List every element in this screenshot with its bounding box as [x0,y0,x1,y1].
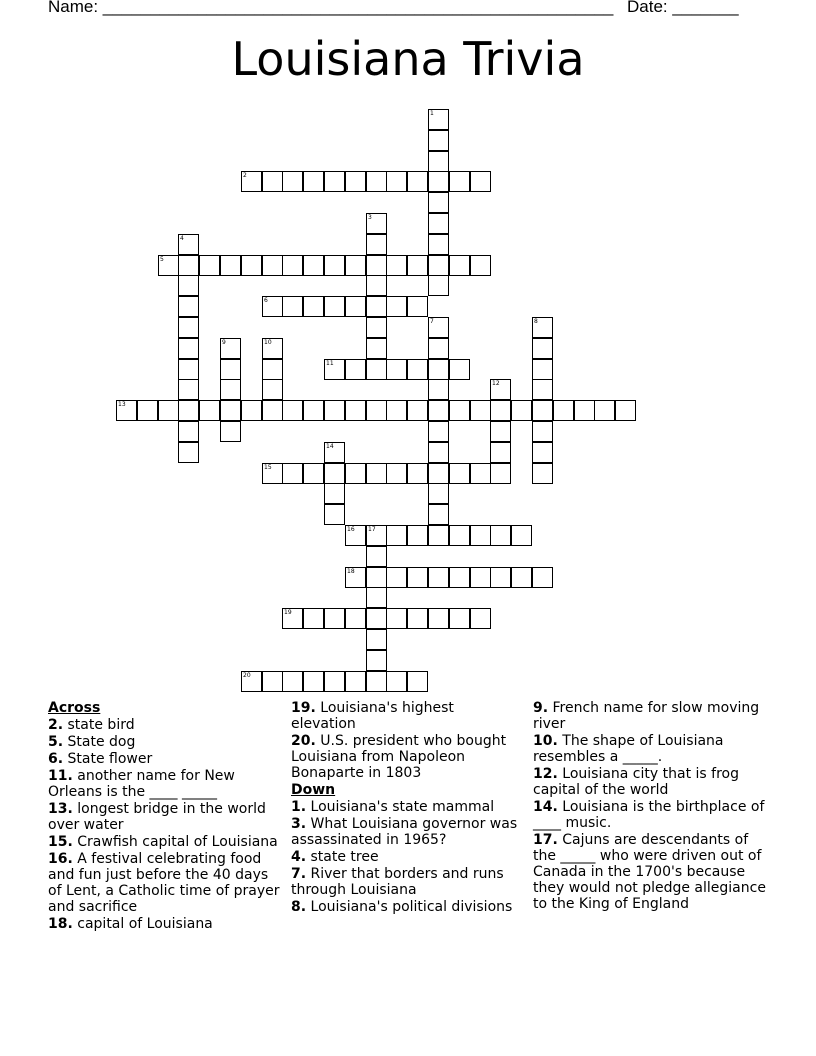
grid-cell[interactable] [345,671,366,692]
grid-cell[interactable] [428,567,449,588]
grid-cell[interactable] [241,255,262,276]
grid-cell[interactable] [345,463,366,484]
grid-cell[interactable] [345,608,366,629]
grid-cell[interactable] [470,567,491,588]
clue-item [48,916,280,932]
clue-item-number: 11. [48,768,73,784]
grid-cell[interactable] [386,255,407,276]
grid-cell[interactable] [532,359,553,380]
clue-item-text: State dog [63,734,136,750]
grid-cell[interactable] [407,171,428,192]
grid-cell[interactable] [324,671,345,692]
grid-cell[interactable] [449,567,470,588]
clue-number: 5 [160,256,164,263]
grid-cell[interactable] [324,400,345,421]
grid-cell[interactable] [262,171,283,192]
grid-cell[interactable] [386,671,407,692]
grid-cell[interactable] [366,587,387,608]
grid-cell[interactable] [282,296,303,317]
clue-item-number: 15. [48,834,73,850]
grid-cell[interactable] [407,359,428,380]
grid-cell[interactable] [470,463,491,484]
clue-number: 2 [243,172,247,179]
grid-cell[interactable] [241,671,262,692]
grid-cell[interactable] [282,463,303,484]
clue-number: 13 [118,401,126,408]
clue-item-number: 3. [291,816,307,832]
grid-cell[interactable] [345,255,366,276]
grid-cell[interactable] [511,567,532,588]
grid-cell[interactable] [428,463,449,484]
grid-cell[interactable] [470,171,491,192]
grid-cell[interactable] [407,671,428,692]
clue-number: 17 [368,526,376,533]
grid-cell[interactable] [386,359,407,380]
clue-item [48,768,280,800]
clue-item-text: longest bridge in the world over water [48,801,266,833]
clue-number: 20 [243,672,251,679]
clue-number: 7 [430,318,434,325]
grid-cell[interactable] [220,379,241,400]
grid-cell[interactable] [428,213,449,234]
grid-cell[interactable] [532,442,553,463]
clue-item-text: another name for New Orleans is the ____ _____ [48,768,235,800]
grid-cell[interactable] [428,338,449,359]
grid-cell[interactable] [470,255,491,276]
clue-item-text: state tree [306,849,379,865]
clue-item-text: Louisiana's political divisions [306,899,513,915]
clue-number: 16 [347,526,355,533]
grid-cell[interactable] [324,359,345,380]
grid-cell[interactable] [178,359,199,380]
grid-cell[interactable] [532,400,553,421]
grid-cell[interactable] [366,171,387,192]
grid-cell[interactable] [407,400,428,421]
grid-cell[interactable] [199,400,220,421]
grid-cell[interactable] [178,379,199,400]
clue-item-text: State flower [63,751,153,767]
grid-cell[interactable] [345,359,366,380]
grid-cell[interactable] [366,608,387,629]
grid-cell[interactable] [262,255,283,276]
clue-item [48,851,280,915]
clue-item-number: 5. [48,734,64,750]
clue-item-number: 12. [533,766,558,782]
grid-cell[interactable] [615,400,636,421]
clue-item [291,899,523,915]
clue-number: 18 [347,568,355,575]
clue-item [48,801,280,833]
grid-cell[interactable] [449,171,470,192]
grid-cell[interactable] [407,567,428,588]
grid-cell[interactable] [178,255,199,276]
grid-cell[interactable] [220,400,241,421]
grid-cell[interactable] [262,338,283,359]
grid-cell[interactable] [324,483,345,504]
grid-cell[interactable] [449,608,470,629]
grid-cell[interactable] [262,671,283,692]
clue-item [291,799,523,815]
grid-cell[interactable] [178,317,199,338]
grid-cell[interactable] [386,171,407,192]
grid-cell[interactable] [428,109,449,130]
grid-cell[interactable] [324,463,345,484]
grid-cell[interactable] [428,442,449,463]
clue-item [291,733,523,781]
clue-item-text: Louisiana's state mammal [306,799,495,815]
clue-number: 12 [492,380,500,387]
grid-cell[interactable] [428,130,449,151]
grid-cell[interactable] [282,171,303,192]
clues-column-3 [533,700,773,913]
clue-item [48,834,280,850]
grid-cell[interactable] [511,400,532,421]
grid-cell[interactable] [490,463,511,484]
clue-item [48,751,280,767]
grid-cell[interactable] [366,567,387,588]
across-clue-list [48,717,280,932]
clue-item [48,717,280,733]
grid-cell[interactable] [178,234,199,255]
clue-item-text: Cajuns are descendants of the _____ who were driven out of Canada in the 1700's because they would not pledge allegiance to the King of England [533,832,766,912]
clue-item-number: 2. [48,717,64,733]
grid-cell[interactable] [386,608,407,629]
grid-cell[interactable] [116,400,137,421]
grid-cell[interactable] [386,400,407,421]
grid-cell[interactable] [386,463,407,484]
grid-cell[interactable] [366,671,387,692]
grid-cell[interactable] [345,171,366,192]
grid-cell[interactable] [428,151,449,172]
grid-cell[interactable] [490,442,511,463]
grid-cell[interactable] [428,255,449,276]
clue-item-number: 17. [533,832,558,848]
grid-cell[interactable] [262,463,283,484]
date-field-label: Date: _______ [627,0,739,16]
grid-cell[interactable] [178,421,199,442]
grid-cell[interactable] [490,421,511,442]
across-clue-list-continued [291,700,523,781]
grid-cell[interactable] [428,359,449,380]
grid-cell[interactable] [428,400,449,421]
clue-item-text: state bird [63,717,135,733]
clue-item [533,799,773,831]
grid-cell[interactable] [532,421,553,442]
clue-item-text: Louisiana city that is frog capital of the world [533,766,739,798]
grid-cell[interactable] [324,608,345,629]
grid-cell[interactable] [366,338,387,359]
down-heading: Down [291,782,336,798]
clues-column-1 [48,700,280,933]
clue-number: 4 [180,235,184,242]
grid-cell[interactable] [407,525,428,546]
grid-cell[interactable] [449,463,470,484]
grid-cell[interactable] [178,400,199,421]
clue-item-number: 20. [291,733,316,749]
clue-item-text: Louisiana's highest elevation [291,700,454,732]
clue-item [533,766,773,798]
grid-cell[interactable] [366,546,387,567]
clue-item [291,866,523,898]
grid-cell[interactable] [428,379,449,400]
grid-cell[interactable] [262,359,283,380]
grid-cell[interactable] [428,275,449,296]
clue-item-text: U.S. president who bought Louisiana from Napoleon Bonaparte in 1803 [291,733,507,781]
grid-cell[interactable] [366,463,387,484]
grid-cell[interactable] [178,338,199,359]
down-clue-list-continued [533,700,773,912]
clue-item [48,734,280,750]
grid-cell[interactable] [366,213,387,234]
across-heading: Across [48,700,101,716]
grid-cell[interactable] [386,567,407,588]
grid-cell[interactable] [386,296,407,317]
grid-cell[interactable] [178,275,199,296]
grid-cell[interactable] [262,379,283,400]
clue-item-text: Louisiana is the birthplace of ____ music. [533,799,765,831]
grid-cell[interactable] [345,400,366,421]
clue-item-text: The shape of Louisiana resembles a _____. [533,733,724,765]
name-field-label: Name: ______________________________________________________ [48,0,614,16]
grid-cell[interactable] [366,359,387,380]
grid-cell[interactable] [407,296,428,317]
grid-cell[interactable] [532,338,553,359]
grid-cell[interactable] [553,400,574,421]
grid-cell[interactable] [511,525,532,546]
grid-cell[interactable] [199,255,220,276]
page-title: Louisiana Trivia [231,32,585,86]
grid-cell[interactable] [178,442,199,463]
grid-cell[interactable] [345,525,366,546]
grid-cell[interactable] [449,525,470,546]
grid-cell[interactable] [366,255,387,276]
grid-cell[interactable] [428,608,449,629]
clue-number: 3 [368,214,372,221]
grid-cell[interactable] [303,671,324,692]
grid-cell[interactable] [366,275,387,296]
grid-cell[interactable] [303,463,324,484]
grid-cell[interactable] [532,567,553,588]
grid-cell[interactable] [428,525,449,546]
grid-cell[interactable] [428,483,449,504]
grid-cell[interactable] [303,255,324,276]
clue-item [291,700,523,732]
grid-cell[interactable] [158,255,179,276]
clue-number: 9 [222,339,226,346]
clue-item-text: River that borders and runs through Louisiana [291,866,504,898]
grid-cell[interactable] [449,359,470,380]
grid-cell[interactable] [594,400,615,421]
grid-cell[interactable] [366,650,387,671]
grid-cell[interactable] [470,400,491,421]
grid-cell[interactable] [449,255,470,276]
grid-cell[interactable] [490,567,511,588]
clue-item-text: A festival celebrating food and fun just before the 40 days of Lent, a Catholic time of prayer and sacrifice [48,851,280,915]
clue-item-number: 8. [291,899,307,915]
grid-cell[interactable] [345,296,366,317]
grid-cell[interactable] [470,608,491,629]
clue-item-number: 13. [48,801,73,817]
grid-cell[interactable] [303,400,324,421]
clue-item-number: 10. [533,733,558,749]
grid-cell[interactable] [574,400,595,421]
clue-number: 6 [264,297,268,304]
grid-cell[interactable] [366,296,387,317]
clue-item [533,700,773,732]
clue-item-text: What Louisiana governor was assassinated in 1965? [291,816,518,848]
grid-cell[interactable] [220,255,241,276]
grid-cell[interactable] [158,400,179,421]
grid-cell[interactable] [220,359,241,380]
clue-item-number: 16. [48,851,73,867]
clue-item-number: 19. [291,700,316,716]
grid-cell[interactable] [220,338,241,359]
grid-cell[interactable] [428,504,449,525]
clue-item-text: French name for slow moving river [533,700,760,732]
grid-cell[interactable] [178,296,199,317]
grid-cell[interactable] [303,171,324,192]
grid-cell[interactable] [366,234,387,255]
grid-cell[interactable] [324,504,345,525]
grid-cell[interactable] [282,671,303,692]
grid-cell[interactable] [407,255,428,276]
grid-cell[interactable] [324,296,345,317]
grid-cell[interactable] [366,400,387,421]
grid-cell[interactable] [324,171,345,192]
grid-cell[interactable] [366,629,387,650]
grid-cell[interactable] [282,608,303,629]
grid-cell[interactable] [345,567,366,588]
clue-number: 8 [534,318,538,325]
clue-item-number: 4. [291,849,307,865]
clue-number: 14 [326,443,334,450]
clue-number: 15 [264,464,272,471]
grid-cell[interactable] [532,463,553,484]
grid-cell[interactable] [532,317,553,338]
clue-number: 19 [284,609,292,616]
grid-cell[interactable] [449,400,470,421]
grid-cell[interactable] [532,379,553,400]
clue-item-text: capital of Louisiana [72,916,213,932]
clue-number: 10 [264,339,272,346]
grid-cell[interactable] [324,442,345,463]
grid-cell[interactable] [303,608,324,629]
clue-number: 1 [430,110,434,117]
grid-cell[interactable] [428,171,449,192]
grid-cell[interactable] [428,317,449,338]
grid-cell[interactable] [428,234,449,255]
grid-cell[interactable] [407,463,428,484]
clue-item-number: 9. [533,700,549,716]
grid-cell[interactable] [241,171,262,192]
clue-item-number: 14. [533,799,558,815]
grid-cell[interactable] [490,525,511,546]
grid-cell[interactable] [324,255,345,276]
down-clue-list [291,799,523,915]
clue-item-number: 1. [291,799,307,815]
grid-cell[interactable] [366,317,387,338]
clue-item [291,816,523,848]
grid-cell[interactable] [386,525,407,546]
clue-item [533,832,773,912]
clue-number: 11 [326,360,334,367]
grid-cell[interactable] [407,608,428,629]
clue-item [533,733,773,765]
grid-cell[interactable] [220,421,241,442]
clue-item-number: 18. [48,916,73,932]
grid-cell[interactable] [490,400,511,421]
clue-item-text: Crawfish capital of Louisiana [72,834,278,850]
grid-cell[interactable] [241,400,262,421]
grid-cell[interactable] [262,296,283,317]
grid-cell[interactable] [470,525,491,546]
clue-item [291,849,523,865]
grid-cell[interactable] [428,192,449,213]
grid-cell[interactable] [428,421,449,442]
grid-cell[interactable] [282,400,303,421]
grid-cell[interactable] [262,400,283,421]
grid-cell[interactable] [303,296,324,317]
grid-cell[interactable] [282,255,303,276]
clue-item-number: 7. [291,866,307,882]
grid-cell[interactable] [366,525,387,546]
grid-cell[interactable] [137,400,158,421]
clue-item-number: 6. [48,751,64,767]
clues-column-2 [291,700,523,916]
grid-cell[interactable] [490,379,511,400]
